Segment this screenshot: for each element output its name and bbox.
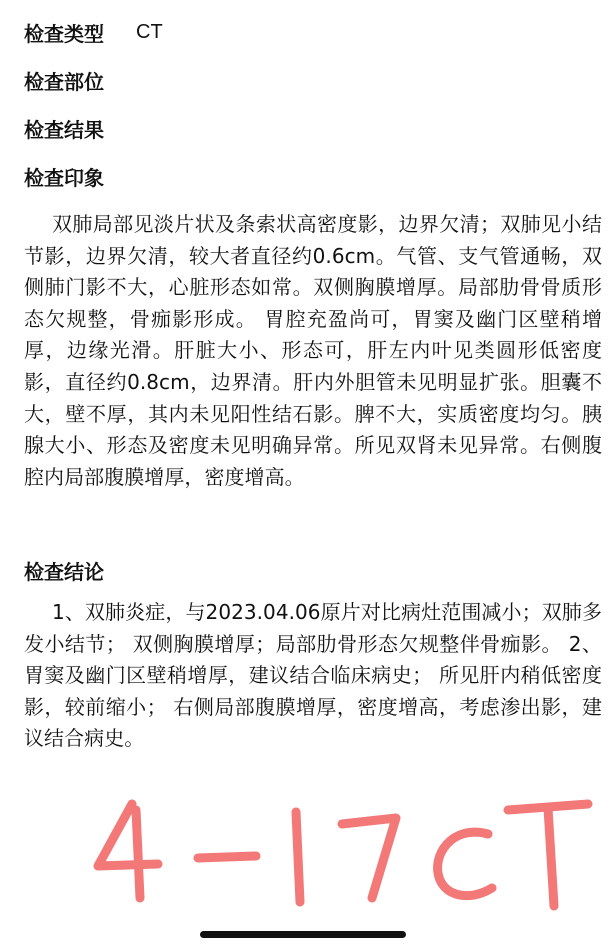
exam-result-label: 检查结果	[24, 117, 104, 142]
exam-impression-label: 检查印象	[24, 165, 104, 190]
exam-result-row	[24, 113, 104, 143]
exam-impression-row	[24, 161, 104, 191]
conclusion-text: 1、双肺炎症，与2023.04.06原片对比病灶范围减小；双肺多发小结节； 双侧胸膜增厚；局部肋骨形态欠规整伴骨痂影。 2、胃窦及幽门区壁稍增厚，建议结合临床病史； 所见肝内稍低密度影，较前缩小； 右侧局部腹膜增厚，密度增高，考虑渗出影，建议结合病史。	[24, 600, 602, 751]
exam-conclusion-label: 检查结论	[24, 559, 104, 584]
exam-type-value: CT	[136, 20, 163, 43]
home-indicator[interactable]	[200, 931, 406, 938]
impression-text: 双肺局部见淡片状及条索状高密度影，边界欠清；双肺见小结节影，边界欠清，较大者直径约0.6cm。气管、支气管通畅，双侧肺门影不大，心脏形态如常。双侧胸膜增厚。局部肋骨骨质形态欠规整，骨痂影形成。 胃腔充盈尚可，胃窦及幽门区壁稍增厚，边缘光滑。肝脏大小、形态可，肝左内叶见类圆形低密度影，直径约0.8cm，边界清。肝内外胆管未见明显扩张。胆囊不大，壁不厚，其内未见阳性结石影。脾不大，实质密度均匀。胰腺大小、形态及密度未见明确异常。所见双肾未见异常。右侧腹腔内局部腹膜增厚，密度增高。	[24, 212, 602, 489]
exam-site-row	[24, 65, 104, 95]
exam-type-label: 检查类型	[24, 21, 104, 46]
exam-conclusion-row	[24, 555, 104, 585]
exam-site-label: 检查部位	[24, 69, 104, 94]
handwritten-note	[80, 790, 600, 915]
exam-type-row	[24, 17, 163, 47]
